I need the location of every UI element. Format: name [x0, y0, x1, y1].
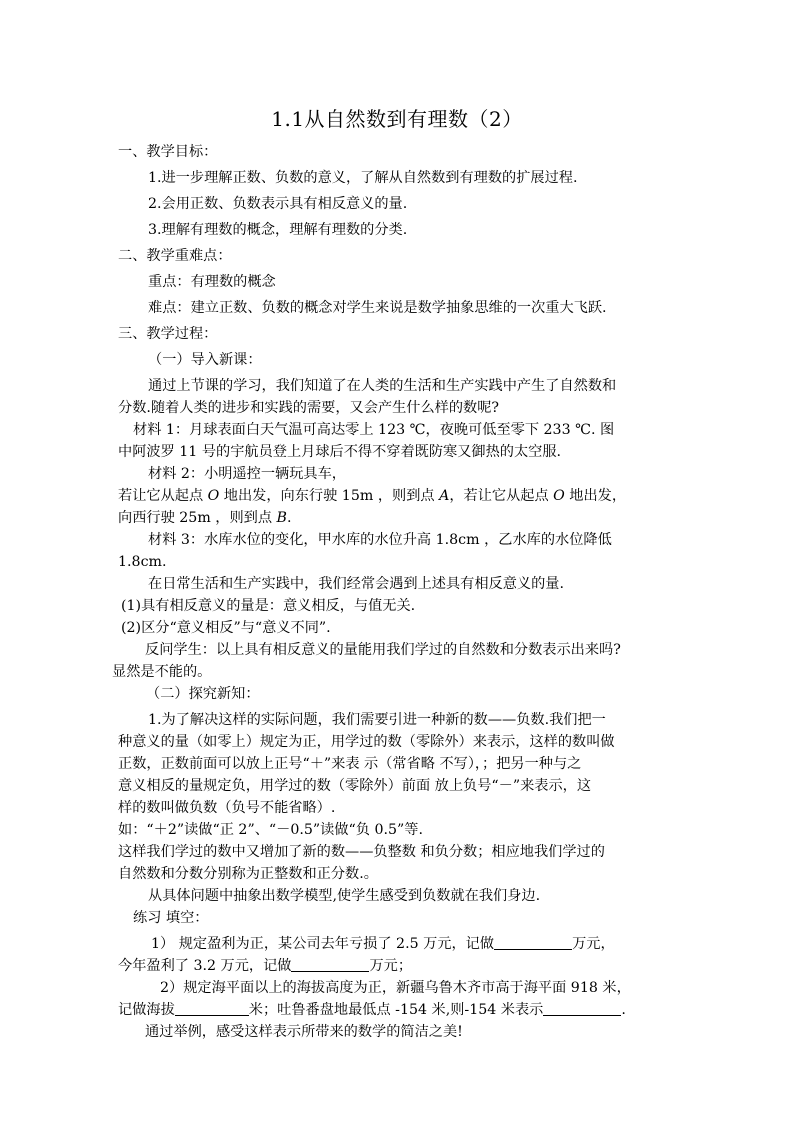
- exercise-2-line: 记做海拔 米；吐鲁番盘地最低点 -154 米,则-154 米表示 .: [118, 1002, 626, 1018]
- paragraph-line: 从具体问题中抽象出数学模型,使学生感受到负数就在我们身边.: [148, 888, 541, 904]
- section-heading-focus: 二、教学重难点：: [118, 248, 232, 264]
- material-3-line: 1.8cm.: [118, 554, 167, 570]
- practice-heading: 练习 填空：: [133, 910, 209, 926]
- answer-blank[interactable]: [543, 1000, 621, 1016]
- paragraph-line: 样的数叫做负数（负号不能省略）.: [118, 800, 336, 816]
- paragraph-line: 意义相反的量规定负，用学过的数（零除外）前面 放上负号“－”来表示，这: [118, 778, 592, 794]
- paragraph-line: 正数，正数前面可以放上正号“＋”来表 示（常省略 不写），；把另一种与之: [118, 756, 582, 772]
- paragraph-line: 自然数和分数分别称为正整数和正分数.。: [118, 866, 378, 882]
- exercise-1-line: 1） 规定盈利为正，某公司去年亏损了 2.5 万元，记做 万元，: [151, 936, 615, 952]
- question-line: 反问学生：以上具有相反意义的量能用我们学过的自然数和分数表示出来吗?: [145, 642, 621, 658]
- subsection-explore: （二）探究新知：: [146, 686, 260, 702]
- key-point: 重点：有理数的概念: [148, 274, 276, 290]
- material-2-line: 向西行驶 25m ，则到点 B.: [118, 510, 292, 526]
- example-line: 如：“＋2”读做“正 2”、“－0.5”读做“负 0.5”等.: [118, 822, 423, 838]
- answer-line: 显然是不能的。: [112, 664, 212, 680]
- goal-item-2: 2.会用正数、负数表示具有相反意义的量.: [148, 196, 408, 212]
- paragraph-line: 1.为了解决这样的实际问题，我们需要引进一种新的数——负数.我们把一: [148, 712, 606, 728]
- material-2-line: 若让它从起点 O 地出发，向东行驶 15m ，则到点 A，若让它从起点 O 地出发，: [118, 488, 627, 504]
- section-heading-goals: 一、教学目标：: [118, 144, 218, 160]
- section-heading-process: 三、教学过程：: [118, 326, 218, 342]
- paragraph-line: 种意义的量（如零上）规定为正，用学过的数（零除外）来表示，这样的数叫做: [118, 734, 615, 750]
- exercise-2-line: 2）规定海平面以上的海拔高度为正，新疆乌鲁木齐市高于海平面 918 米，: [160, 980, 631, 996]
- material-2-line: 材料 2：小明遥控一辆玩具车，: [148, 466, 346, 482]
- goal-item-1: 1.进一步理解正数、负数的意义，了解从自然数到有理数的扩展过程.: [148, 170, 578, 186]
- paragraph-line: 通过上节课的学习，我们知道了在人类的生活和生产实践中产生了自然数和: [148, 378, 617, 394]
- exercise-1-line: 今年盈利了 3.2 万元，记做 万元；: [118, 958, 413, 974]
- answer-blank[interactable]: [494, 934, 572, 950]
- paragraph-line: 在日常生活和生产实践中，我们经常会遇到上述具有相反意义的量.: [148, 576, 564, 592]
- point-2: (2)区分“意义相反”与“意义不同”.: [121, 620, 331, 636]
- paragraph-line: 这样我们学过的数中又增加了新的数——负整数 和负分数；相应地我们学过的: [118, 844, 605, 860]
- paragraph-line: 分数.随着人类的进步和实践的需要，又会产生什么样的数呢?: [118, 400, 499, 416]
- page-title: 1.1从自然数到有理数（2）: [271, 107, 523, 131]
- closing-line: 通过举例，感受这样表示所带来的数学的简洁之美!: [145, 1024, 463, 1040]
- subsection-intro: （一）导入新课：: [148, 352, 262, 368]
- difficult-point: 难点：建立正数、负数的概念对学生来说是数学抽象思维的一次重大飞跃.: [148, 300, 607, 316]
- material-1-line: 中阿波罗 11 号的宇航员登上月球后不得不穿着既防寒又御热的太空服.: [118, 444, 562, 460]
- material-3-line: 材料 3：水库水位的变化，甲水库的水位升高 1.8cm ，乙水库的水位降低: [148, 532, 612, 548]
- answer-blank[interactable]: [291, 956, 369, 972]
- answer-blank[interactable]: [175, 1000, 249, 1016]
- material-1-line: 材料 1：月球表面白天气温可高达零上 123 ℃，夜晚可低至零下 233 ℃. 图: [133, 422, 615, 438]
- point-1: (1)具有相反意义的量是：意义相反，与值无关.: [121, 598, 416, 614]
- goal-item-3: 3.理解有理数的概念，理解有理数的分类.: [148, 222, 408, 238]
